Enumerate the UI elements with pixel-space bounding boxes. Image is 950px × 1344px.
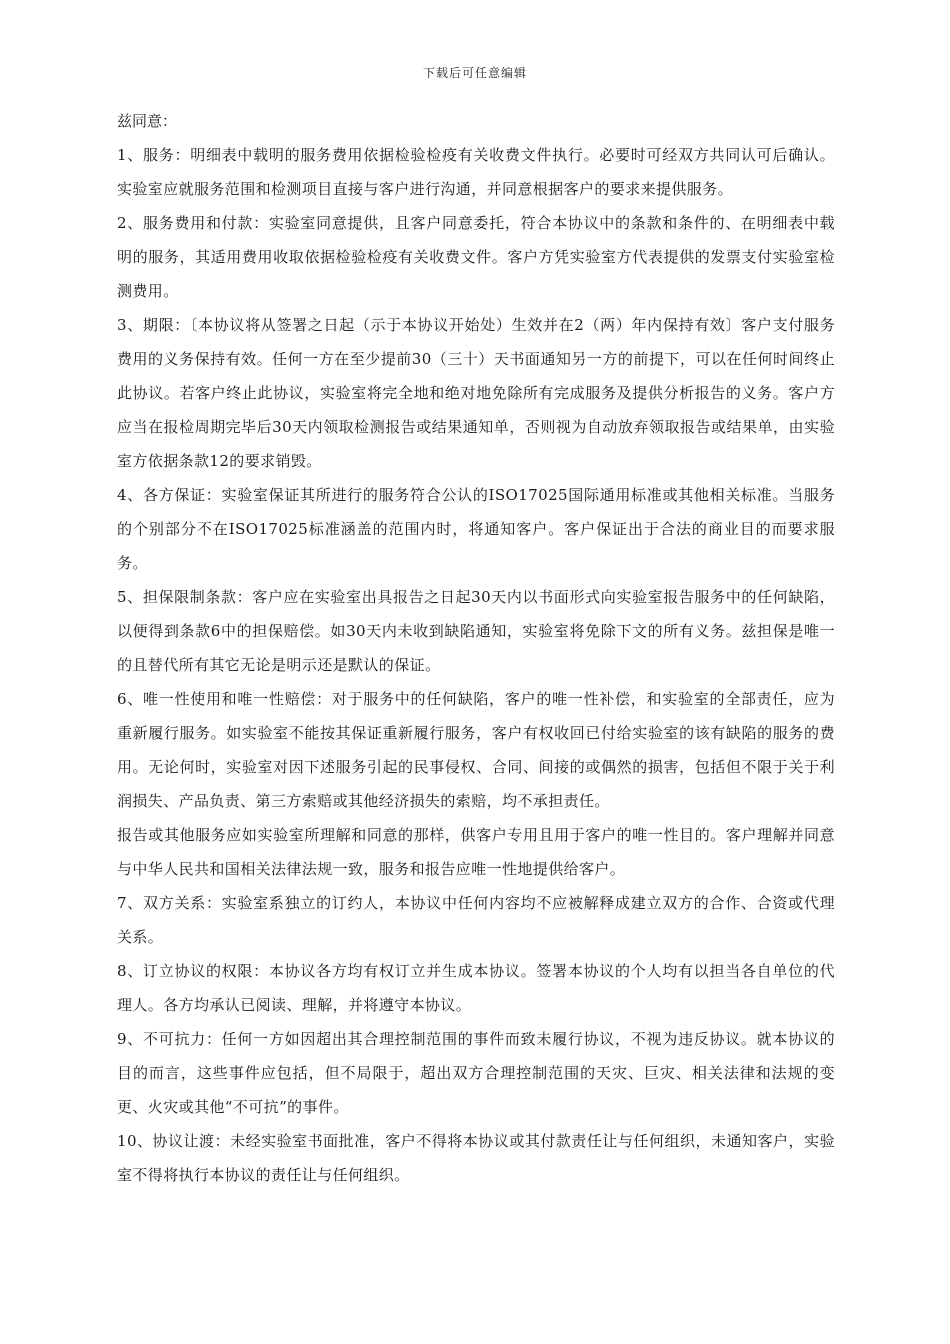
clause-5-warranty-limits: 5、担保限制条款：客户应在实验室出具报告之日起30天内以书面形式向实验室报告服务中的任何缺陷，以便得到条款6中的担保赔偿。如30天内未收到缺陷通知，实验室将免除下文的所有义务。兹担保是唯一的且替代所有其它无论是明示还是默认的保证。 xyxy=(117,588,835,674)
clause-9-force-majeure: 9、不可抗力：任何一方如因超出其合理控制范围的事件而致未履行协议，不视为违反协议。就本协议的目的而言，这些事件应包括，但不局限于，超出双方合理控制范围的天灾、巨灾、相关法律和法规的变更、火灾或其他“不可抗”的事件。 xyxy=(117,1030,835,1116)
clause-2-fees-payment: 2、服务费用和付款：实验室同意提供，且客户同意委托，符合本协议中的条款和条件的、在明细表中载明的服务，其适用费用收取依据检验检疫有关收费文件。客户方凭实验室方代表提供的发票支付实验室检测费用。 xyxy=(117,214,835,300)
clause-7-relationship: 7、双方关系：实验室系独立的订约人，本协议中任何内容均不应被解释成建立双方的合作、合资或代理关系。 xyxy=(117,894,835,946)
clause-1-service: 1、服务：明细表中载明的服务费用依据检验检疫有关收费文件执行。必要时可经双方共同认可后确认。实验室应就服务范围和检测项目直接与客户进行沟通，并同意根据客户的要求来提供服务。 xyxy=(117,146,835,198)
clause-10-assignment: 10、协议让渡：未经实验室书面批准，客户不得将本协议或其付款责任让与任何组织，未通知客户，实验室不得将执行本协议的责任让与任何组织。 xyxy=(117,1132,835,1184)
clause-4-warranties: 4、各方保证：实验室保证其所进行的服务符合公认的ISO17025国际通用标准或其他相关标准。当服务的个别部分不在ISO17025标准涵盖的范围内时，将通知客户。客户保证出于合法的商业目的而要求服务。 xyxy=(117,486,835,572)
intro-line: 兹同意： xyxy=(117,112,178,130)
clause-6-continuation: 报告或其他服务应如实验室所理解和同意的那样，供客户专用且用于客户的唯一性目的。客户理解并同意与中华人民共和国相关法律法规一致，服务和报告应唯一性地提供给客户。 xyxy=(117,826,835,878)
clause-8-authority: 8、订立协议的权限：本协议各方均有权订立并生成本协议。签署本协议的个人均有以担当各自单位的代理人。各方均承认已阅读、理解，并将遵守本协议。 xyxy=(117,962,835,1014)
clause-3-term: 3、期限：〔本协议将从签署之日起（示于本协议开始处）生效并在2（两）年内保持有效〕客户支付服务费用的义务保持有效。任何一方在至少提前30（三十）天书面通知另一方的前提下，可以在任何时间终止此协议。若客户终止此协议，实验室将完全地和绝对地免除所有完成服务及提供分析报告的义务。客户方应当在报检周期完毕后30天内领取检测报告或结果通知单，否则视为自动放弃领取报告或结果单，由实验室方依据条款12的要求销毁。 xyxy=(117,316,835,470)
page-header: 下载后可任意编辑 xyxy=(422,66,527,80)
clause-6-exclusive-remedy: 6、唯一性使用和唯一性赔偿：对于服务中的任何缺陷，客户的唯一性补偿，和实验室的全部责任，应为重新履行服务。如实验室不能按其保证重新履行服务，客户有权收回已付给实验室的该有缺陷的服务的费用。无论何时，实验室对因下述服务引起的民事侵权、合同、间接的或偶然的损害，包括但不限于关于利润损失、产品负责、第三方索赔或其他经济损失的索赔，均不承担责任。 xyxy=(117,690,835,810)
document-body xyxy=(117,104,835,1192)
